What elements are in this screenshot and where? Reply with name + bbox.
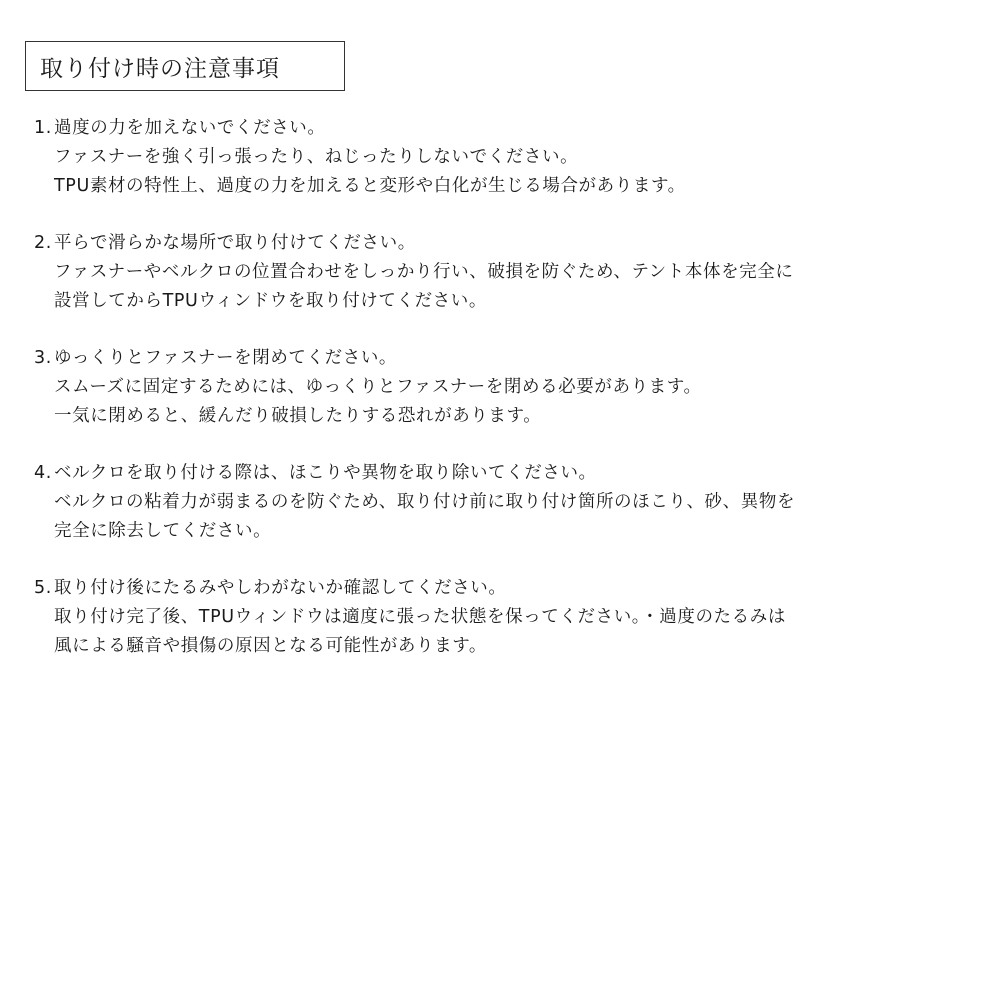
note-number: 5. — [34, 578, 52, 598]
note-heading-row — [34, 114, 944, 143]
note-body-line: ベルクロの粘着力が弱まるのを防ぐため、取り付け前に取り付け箇所のほこり、砂、異物を — [54, 492, 796, 512]
note-heading-row — [34, 574, 944, 603]
note-heading: 取り付け後にたるみやしわがないか確認してください。 — [54, 578, 507, 598]
note-item — [34, 114, 944, 201]
note-body-line: スムーズに固定するためには、ゆっくりとファスナーを閉める必要があります。 — [54, 377, 702, 397]
note-body-line: ファスナーを強く引っ張ったり、ねじったりしないでください。 — [54, 147, 579, 167]
notes-list — [34, 114, 944, 689]
note-body-line: ファスナーやベルクロの位置合わせをしっかり行い、破損を防ぐため、テント本体を完全に — [54, 262, 794, 282]
note-body-line: 風による騒音や損傷の原因となる可能性があります。 — [54, 636, 487, 656]
note-number: 3. — [34, 348, 52, 368]
page-title: 取り付け時の注意事項 — [40, 55, 280, 82]
note-heading: ゆっくりとファスナーを閉めてください。 — [54, 348, 398, 368]
note-body-line: 完全に除去してください。 — [54, 521, 272, 541]
note-body-line: 一気に閉めると、緩んだり破損したりする恐れがあります。 — [54, 406, 542, 426]
note-heading-row — [34, 344, 944, 373]
note-number: 1. — [34, 118, 52, 138]
note-item — [34, 229, 944, 316]
note-body-line: 取り付け完了後、TPUウィンドウは適度に張った状態を保ってください。・過度のたるみは — [54, 607, 786, 627]
note-item — [34, 459, 944, 546]
title-box — [25, 41, 345, 91]
note-number: 2. — [34, 233, 52, 253]
note-heading: ベルクロを取り付ける際は、ほこりや異物を取り除いてください。 — [54, 463, 597, 483]
note-number: 4. — [34, 463, 52, 483]
note-heading-row — [34, 229, 944, 258]
note-body-line: 設営してからTPUウィンドウを取り付けてください。 — [54, 291, 487, 311]
note-heading-row — [34, 459, 944, 488]
note-body-line: TPU素材の特性上、過度の力を加えると変形や白化が生じる場合があります。 — [54, 176, 686, 196]
note-heading: 過度の力を加えないでください。 — [54, 118, 326, 138]
note-item — [34, 344, 944, 431]
note-item — [34, 574, 944, 661]
note-heading: 平らで滑らかな場所で取り付けてください。 — [54, 233, 416, 253]
